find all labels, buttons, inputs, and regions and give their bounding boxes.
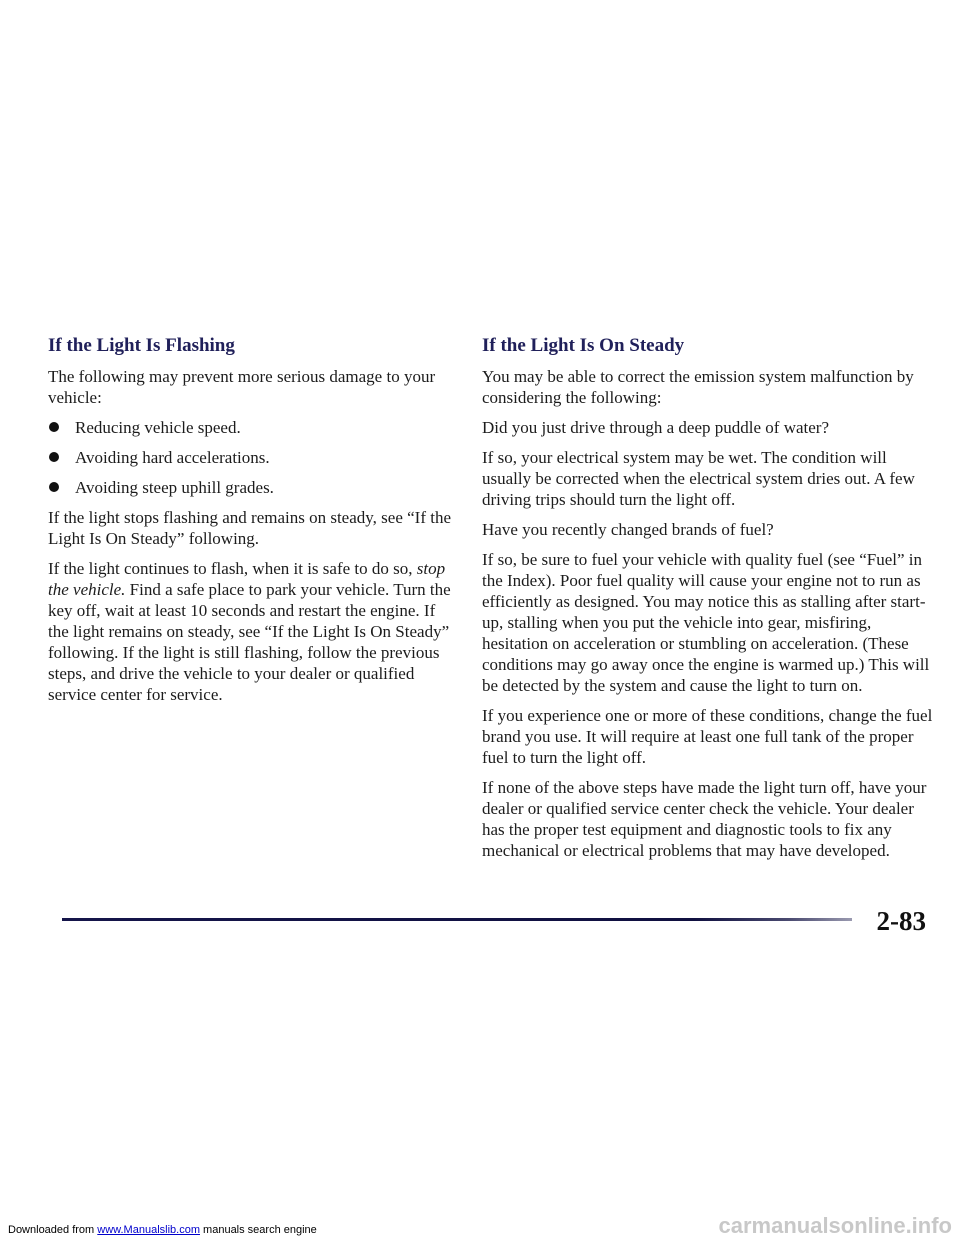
paragraph-stops-flashing: If the light stops flashing and remains on steady, see “If the Light Is On Steady” following. [48,508,452,548]
bullet-item: Avoiding steep uphill grades. [48,477,460,498]
paragraph: If so, be sure to fuel your vehicle with quality fuel (see “Fuel” in the Index). Poor fuel quality will cause your engine not to run as efficiently as designed. You may notice this as stalling after start-up, stalling when you put the vehicle into gear, misfiring, hesitation on acceleration or stumbling on acceleration. (These conditions may go away once the engine is warmed up.) This will be detected by the system and cause the light to turn on. [482,550,930,695]
paragraph: If none of the above steps have made the light turn off, have your dealer or qualified service center check the vehicle. Your dealer has the proper test equipment and diagnostic tools to fix any mechanical or electrical problems that may have developed. [482,778,927,860]
bullet-icon [49,482,59,492]
section-heading-steady: If the Light Is On Steady [482,335,685,356]
paragraph: Did you just drive through a deep puddle of water? [482,418,829,437]
site-watermark: carmanualsonline.info [718,1213,952,1238]
emphasis-stop-vehicle: stop the vehicle. [48,559,446,599]
left-column [48,334,460,714]
footer-rule [62,918,852,921]
paragraph-continues-flashing: If the light continues to flash, when it is safe to do so, stop the vehicle. Find a safe place to park your vehicle. Turn the key off, wait at least 10 seconds and restart the engine. If the light remains on steady, see “If the Light Is On Steady” following. If the light is still flashing, follow the previous steps, and drive the vehicle to your dealer or qualified service center for service. [48,559,451,704]
bullet-list [48,417,460,498]
bullet-icon [49,422,59,432]
manualslib-link[interactable]: www.Manualslib.com [97,1224,200,1236]
paragraph: You may be able to correct the emission system malfunction by considering the following: [482,367,914,407]
intro-paragraph: The following may prevent more serious damage to your vehicle: [48,367,436,407]
bullet-icon [49,452,59,462]
page-number: 2-83 [876,906,926,936]
paragraph: If so, your electrical system may be wet. The condition will usually be corrected when the electrical system dries out. A few driving trips should turn the light off. [482,448,915,509]
download-footer: Downloaded from www.Manualslib.com manuals search engine [8,1224,317,1236]
paragraph: Have you recently changed brands of fuel? [482,520,774,539]
right-column [482,334,934,870]
bullet-item: Avoiding hard accelerations. [48,447,460,468]
paragraph: If you experience one or more of these conditions, change the fuel brand you use. It will require at least one full tank of the proper fuel to turn the light off. [482,706,933,767]
bullet-item: Reducing vehicle speed. [48,417,460,438]
section-heading-flashing: If the Light Is Flashing [48,335,235,356]
